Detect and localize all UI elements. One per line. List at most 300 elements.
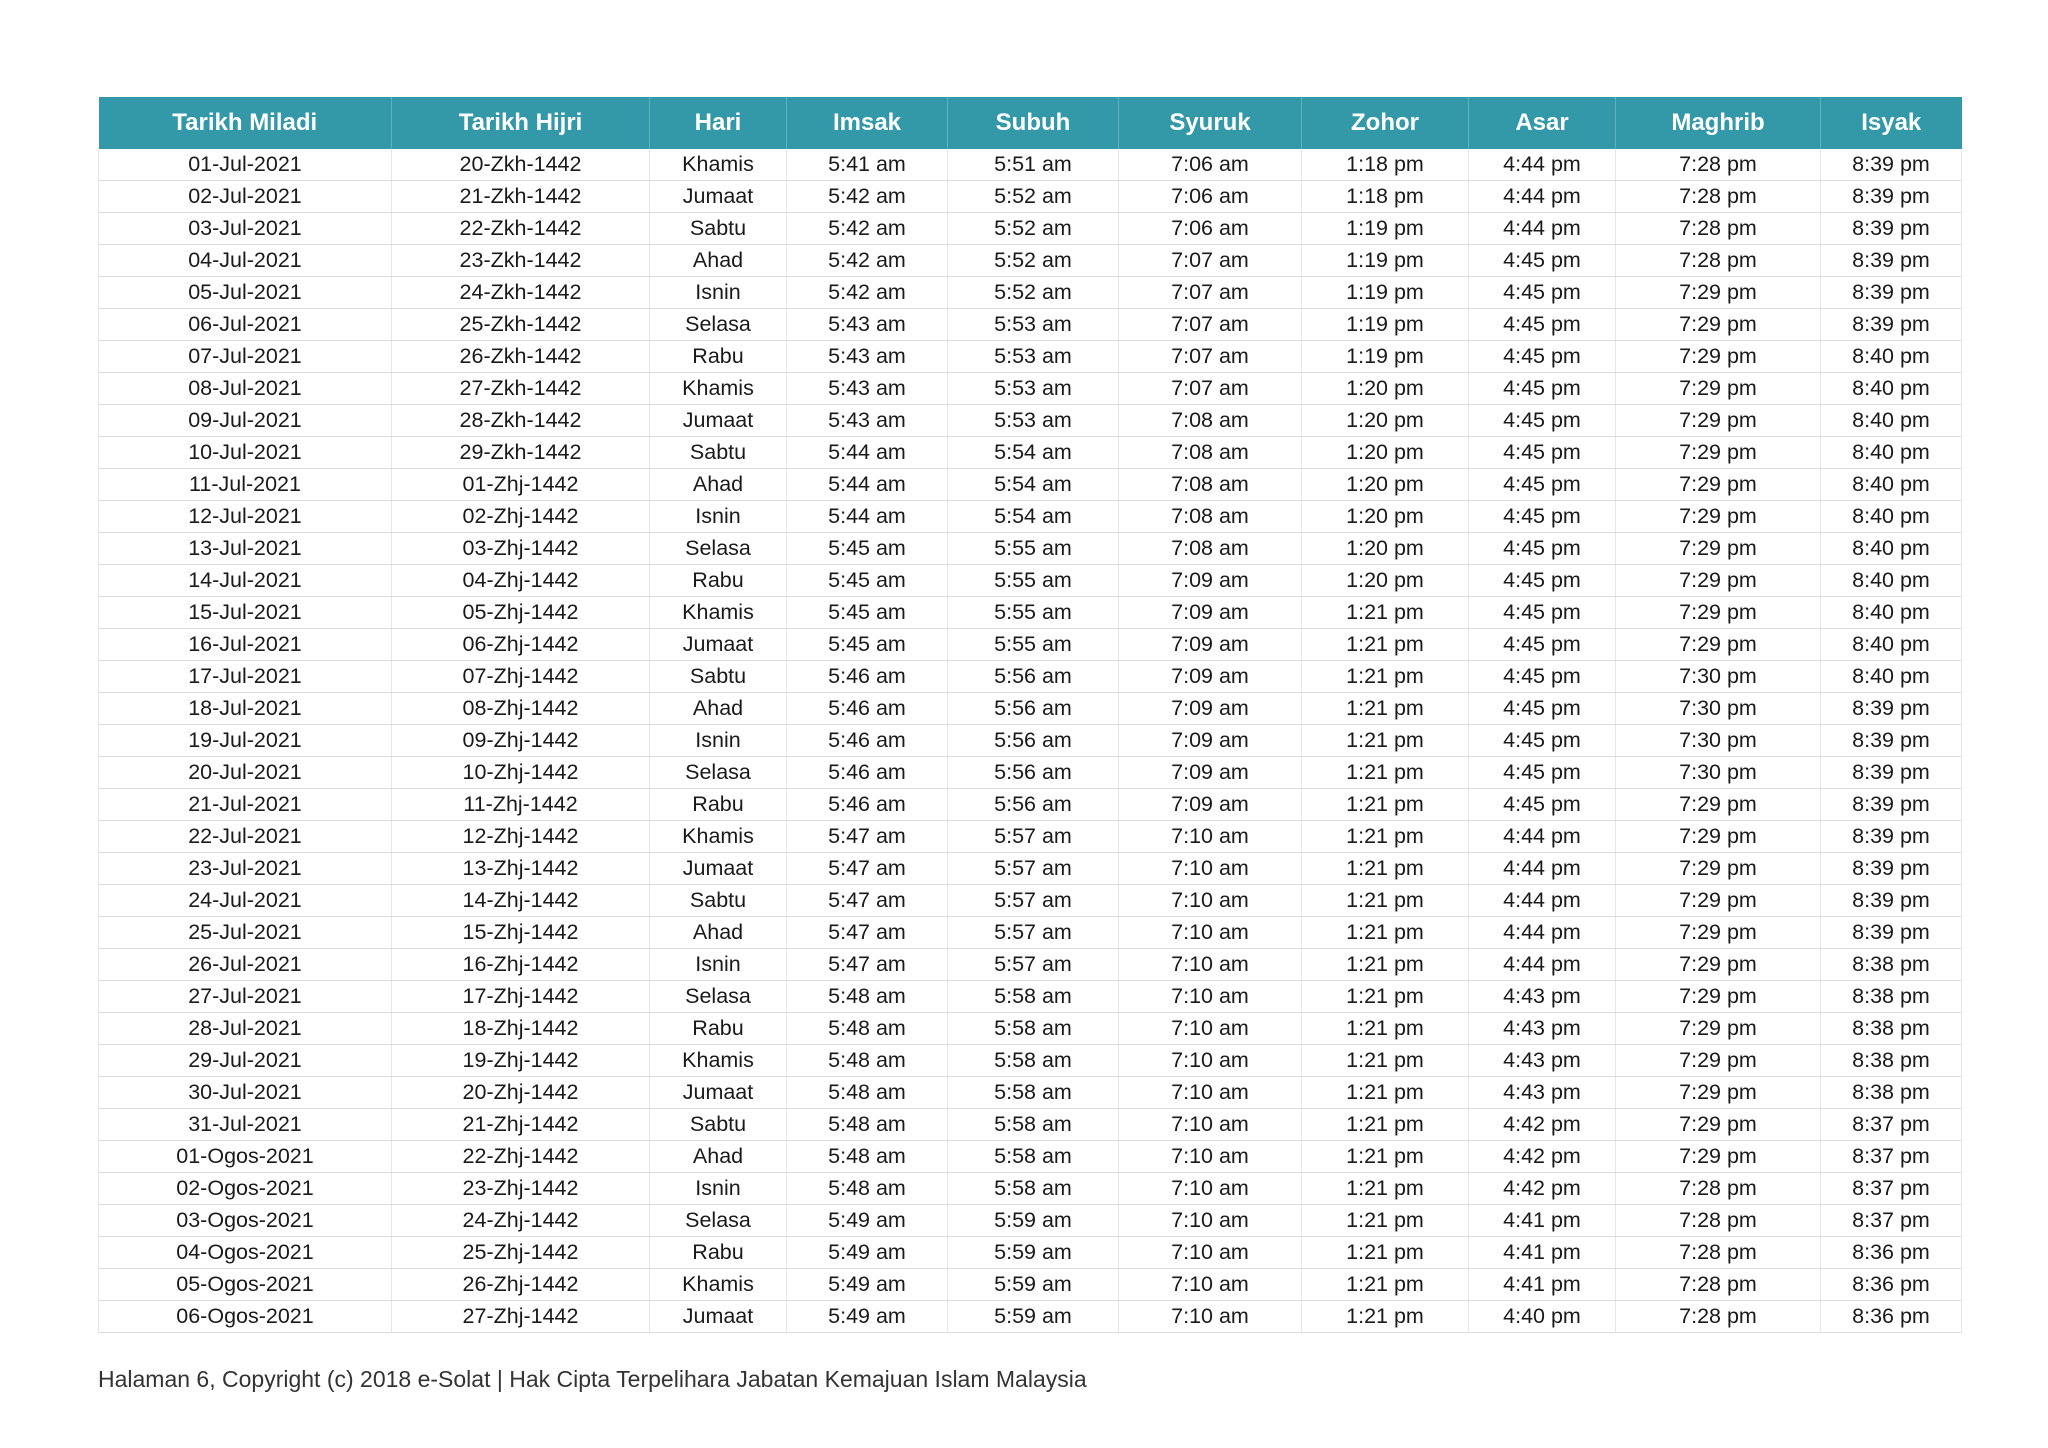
cell-tarikh-hijri: 20-Zhj-1442 <box>392 1077 650 1109</box>
cell-isyak: 8:39 pm <box>1821 245 1962 277</box>
cell-tarikh-miladi: 10-Jul-2021 <box>99 437 392 469</box>
cell-imsak: 5:48 am <box>787 1109 948 1141</box>
table-row <box>99 1237 1962 1269</box>
cell-imsak: 5:48 am <box>787 1173 948 1205</box>
cell-hari: Jumaat <box>650 181 787 213</box>
table-row <box>99 1141 1962 1173</box>
cell-maghrib: 7:29 pm <box>1616 1077 1821 1109</box>
cell-tarikh-hijri: 13-Zhj-1442 <box>392 853 650 885</box>
cell-tarikh-miladi: 18-Jul-2021 <box>99 693 392 725</box>
cell-maghrib: 7:28 pm <box>1616 1237 1821 1269</box>
cell-asar: 4:45 pm <box>1469 565 1616 597</box>
cell-maghrib: 7:29 pm <box>1616 437 1821 469</box>
cell-subuh: 5:53 am <box>948 405 1119 437</box>
cell-zohor: 1:21 pm <box>1302 789 1469 821</box>
cell-zohor: 1:18 pm <box>1302 181 1469 213</box>
cell-syuruk: 7:09 am <box>1119 629 1302 661</box>
cell-isyak: 8:39 pm <box>1821 277 1962 309</box>
cell-tarikh-miladi: 30-Jul-2021 <box>99 1077 392 1109</box>
table-row <box>99 1269 1962 1301</box>
cell-subuh: 5:53 am <box>948 309 1119 341</box>
table-row <box>99 437 1962 469</box>
cell-hari: Ahad <box>650 469 787 501</box>
cell-tarikh-hijri: 20-Zkh-1442 <box>392 149 650 181</box>
cell-zohor: 1:20 pm <box>1302 501 1469 533</box>
cell-tarikh-miladi: 24-Jul-2021 <box>99 885 392 917</box>
table-row <box>99 949 1962 981</box>
cell-imsak: 5:42 am <box>787 213 948 245</box>
cell-tarikh-miladi: 11-Jul-2021 <box>99 469 392 501</box>
cell-isyak: 8:40 pm <box>1821 565 1962 597</box>
cell-isyak: 8:38 pm <box>1821 949 1962 981</box>
cell-tarikh-hijri: 21-Zkh-1442 <box>392 181 650 213</box>
cell-maghrib: 7:29 pm <box>1616 373 1821 405</box>
cell-tarikh-miladi: 23-Jul-2021 <box>99 853 392 885</box>
cell-tarikh-miladi: 26-Jul-2021 <box>99 949 392 981</box>
cell-asar: 4:44 pm <box>1469 213 1616 245</box>
table-header <box>99 97 1962 149</box>
table-row <box>99 1077 1962 1109</box>
cell-imsak: 5:47 am <box>787 821 948 853</box>
table-row <box>99 501 1962 533</box>
cell-syuruk: 7:08 am <box>1119 405 1302 437</box>
cell-hari: Khamis <box>650 149 787 181</box>
cell-asar: 4:45 pm <box>1469 437 1616 469</box>
cell-asar: 4:45 pm <box>1469 309 1616 341</box>
cell-tarikh-hijri: 25-Zhj-1442 <box>392 1237 650 1269</box>
cell-isyak: 8:40 pm <box>1821 501 1962 533</box>
cell-tarikh-miladi: 20-Jul-2021 <box>99 757 392 789</box>
table-row <box>99 341 1962 373</box>
cell-zohor: 1:20 pm <box>1302 437 1469 469</box>
table-row <box>99 533 1962 565</box>
cell-maghrib: 7:28 pm <box>1616 1205 1821 1237</box>
cell-syuruk: 7:10 am <box>1119 1141 1302 1173</box>
cell-maghrib: 7:29 pm <box>1616 885 1821 917</box>
cell-subuh: 5:55 am <box>948 629 1119 661</box>
cell-isyak: 8:37 pm <box>1821 1109 1962 1141</box>
table-row <box>99 213 1962 245</box>
cell-zohor: 1:21 pm <box>1302 1045 1469 1077</box>
header-row <box>99 97 1962 149</box>
cell-tarikh-hijri: 27-Zkh-1442 <box>392 373 650 405</box>
cell-maghrib: 7:29 pm <box>1616 309 1821 341</box>
cell-hari: Jumaat <box>650 1301 787 1333</box>
cell-maghrib: 7:29 pm <box>1616 1045 1821 1077</box>
cell-asar: 4:45 pm <box>1469 725 1616 757</box>
cell-isyak: 8:37 pm <box>1821 1205 1962 1237</box>
cell-tarikh-hijri: 23-Zhj-1442 <box>392 1173 650 1205</box>
cell-subuh: 5:54 am <box>948 469 1119 501</box>
cell-zohor: 1:19 pm <box>1302 309 1469 341</box>
cell-syuruk: 7:09 am <box>1119 693 1302 725</box>
cell-zohor: 1:20 pm <box>1302 373 1469 405</box>
cell-isyak: 8:39 pm <box>1821 149 1962 181</box>
cell-zohor: 1:21 pm <box>1302 597 1469 629</box>
cell-isyak: 8:37 pm <box>1821 1173 1962 1205</box>
cell-isyak: 8:39 pm <box>1821 789 1962 821</box>
cell-syuruk: 7:07 am <box>1119 341 1302 373</box>
cell-asar: 4:44 pm <box>1469 181 1616 213</box>
cell-asar: 4:45 pm <box>1469 533 1616 565</box>
cell-hari: Isnin <box>650 277 787 309</box>
cell-hari: Jumaat <box>650 853 787 885</box>
cell-subuh: 5:58 am <box>948 1045 1119 1077</box>
cell-imsak: 5:48 am <box>787 1013 948 1045</box>
table-row <box>99 1045 1962 1077</box>
cell-subuh: 5:52 am <box>948 277 1119 309</box>
cell-tarikh-hijri: 29-Zkh-1442 <box>392 437 650 469</box>
cell-tarikh-miladi: 03-Ogos-2021 <box>99 1205 392 1237</box>
cell-isyak: 8:39 pm <box>1821 309 1962 341</box>
cell-subuh: 5:59 am <box>948 1205 1119 1237</box>
cell-subuh: 5:52 am <box>948 181 1119 213</box>
table-row <box>99 277 1962 309</box>
cell-imsak: 5:49 am <box>787 1301 948 1333</box>
cell-hari: Rabu <box>650 1013 787 1045</box>
cell-maghrib: 7:30 pm <box>1616 693 1821 725</box>
cell-imsak: 5:41 am <box>787 149 948 181</box>
cell-zohor: 1:21 pm <box>1302 885 1469 917</box>
cell-hari: Jumaat <box>650 1077 787 1109</box>
cell-asar: 4:43 pm <box>1469 981 1616 1013</box>
cell-zohor: 1:21 pm <box>1302 725 1469 757</box>
cell-tarikh-miladi: 01-Ogos-2021 <box>99 1141 392 1173</box>
cell-imsak: 5:42 am <box>787 181 948 213</box>
cell-asar: 4:43 pm <box>1469 1045 1616 1077</box>
cell-maghrib: 7:29 pm <box>1616 1141 1821 1173</box>
table-row <box>99 693 1962 725</box>
cell-subuh: 5:58 am <box>948 1141 1119 1173</box>
cell-subuh: 5:57 am <box>948 917 1119 949</box>
cell-syuruk: 7:09 am <box>1119 789 1302 821</box>
cell-maghrib: 7:29 pm <box>1616 341 1821 373</box>
cell-imsak: 5:48 am <box>787 1077 948 1109</box>
cell-isyak: 8:39 pm <box>1821 757 1962 789</box>
cell-tarikh-miladi: 01-Jul-2021 <box>99 149 392 181</box>
cell-asar: 4:45 pm <box>1469 405 1616 437</box>
cell-hari: Sabtu <box>650 437 787 469</box>
cell-tarikh-miladi: 27-Jul-2021 <box>99 981 392 1013</box>
cell-hari: Jumaat <box>650 629 787 661</box>
cell-tarikh-miladi: 15-Jul-2021 <box>99 597 392 629</box>
cell-syuruk: 7:10 am <box>1119 1269 1302 1301</box>
cell-hari: Khamis <box>650 597 787 629</box>
cell-syuruk: 7:10 am <box>1119 821 1302 853</box>
cell-imsak: 5:45 am <box>787 597 948 629</box>
cell-isyak: 8:40 pm <box>1821 533 1962 565</box>
cell-syuruk: 7:07 am <box>1119 277 1302 309</box>
cell-maghrib: 7:29 pm <box>1616 821 1821 853</box>
cell-imsak: 5:45 am <box>787 565 948 597</box>
cell-imsak: 5:47 am <box>787 917 948 949</box>
cell-asar: 4:45 pm <box>1469 373 1616 405</box>
cell-zohor: 1:20 pm <box>1302 565 1469 597</box>
column-header-zohor: Zohor <box>1302 97 1469 149</box>
cell-isyak: 8:36 pm <box>1821 1269 1962 1301</box>
cell-tarikh-hijri: 06-Zhj-1442 <box>392 629 650 661</box>
cell-maghrib: 7:28 pm <box>1616 1269 1821 1301</box>
cell-imsak: 5:44 am <box>787 437 948 469</box>
cell-isyak: 8:36 pm <box>1821 1237 1962 1269</box>
cell-zohor: 1:21 pm <box>1302 1301 1469 1333</box>
table-row <box>99 1109 1962 1141</box>
column-header-isyak: Isyak <box>1821 97 1962 149</box>
table-row <box>99 181 1962 213</box>
cell-zohor: 1:19 pm <box>1302 277 1469 309</box>
cell-subuh: 5:52 am <box>948 245 1119 277</box>
table-row <box>99 149 1962 181</box>
cell-hari: Ahad <box>650 1141 787 1173</box>
cell-zohor: 1:21 pm <box>1302 1173 1469 1205</box>
cell-zohor: 1:21 pm <box>1302 1013 1469 1045</box>
cell-tarikh-miladi: 06-Jul-2021 <box>99 309 392 341</box>
cell-maghrib: 7:29 pm <box>1616 789 1821 821</box>
cell-syuruk: 7:10 am <box>1119 1205 1302 1237</box>
cell-maghrib: 7:30 pm <box>1616 757 1821 789</box>
cell-tarikh-miladi: 07-Jul-2021 <box>99 341 392 373</box>
cell-asar: 4:45 pm <box>1469 277 1616 309</box>
cell-tarikh-hijri: 07-Zhj-1442 <box>392 661 650 693</box>
cell-isyak: 8:38 pm <box>1821 1045 1962 1077</box>
table-row <box>99 469 1962 501</box>
cell-isyak: 8:38 pm <box>1821 1013 1962 1045</box>
cell-asar: 4:43 pm <box>1469 1013 1616 1045</box>
cell-asar: 4:45 pm <box>1469 501 1616 533</box>
cell-hari: Sabtu <box>650 1109 787 1141</box>
table-body <box>99 149 1962 1333</box>
cell-tarikh-hijri: 15-Zhj-1442 <box>392 917 650 949</box>
cell-syuruk: 7:07 am <box>1119 309 1302 341</box>
cell-subuh: 5:54 am <box>948 501 1119 533</box>
cell-hari: Jumaat <box>650 405 787 437</box>
cell-hari: Ahad <box>650 245 787 277</box>
cell-maghrib: 7:28 pm <box>1616 213 1821 245</box>
cell-subuh: 5:55 am <box>948 565 1119 597</box>
cell-maghrib: 7:28 pm <box>1616 1301 1821 1333</box>
cell-hari: Selasa <box>650 1205 787 1237</box>
table-row <box>99 1173 1962 1205</box>
cell-zohor: 1:20 pm <box>1302 405 1469 437</box>
cell-subuh: 5:59 am <box>948 1237 1119 1269</box>
cell-tarikh-miladi: 09-Jul-2021 <box>99 405 392 437</box>
cell-isyak: 8:40 pm <box>1821 405 1962 437</box>
table-row <box>99 309 1962 341</box>
cell-tarikh-hijri: 05-Zhj-1442 <box>392 597 650 629</box>
cell-tarikh-miladi: 14-Jul-2021 <box>99 565 392 597</box>
cell-tarikh-hijri: 22-Zhj-1442 <box>392 1141 650 1173</box>
cell-hari: Isnin <box>650 1173 787 1205</box>
cell-tarikh-miladi: 04-Jul-2021 <box>99 245 392 277</box>
cell-isyak: 8:39 pm <box>1821 917 1962 949</box>
page-footer: Halaman 6, Copyright (c) 2018 e-Solat | Hak Cipta Terpelihara Jabatan Kemajuan Islam Malaysia <box>98 1366 1087 1392</box>
cell-zohor: 1:20 pm <box>1302 469 1469 501</box>
cell-zohor: 1:19 pm <box>1302 245 1469 277</box>
cell-syuruk: 7:10 am <box>1119 1109 1302 1141</box>
cell-tarikh-hijri: 01-Zhj-1442 <box>392 469 650 501</box>
cell-tarikh-hijri: 11-Zhj-1442 <box>392 789 650 821</box>
cell-asar: 4:44 pm <box>1469 853 1616 885</box>
table-row <box>99 565 1962 597</box>
cell-tarikh-hijri: 16-Zhj-1442 <box>392 949 650 981</box>
cell-hari: Selasa <box>650 981 787 1013</box>
cell-asar: 4:40 pm <box>1469 1301 1616 1333</box>
cell-asar: 4:42 pm <box>1469 1173 1616 1205</box>
cell-asar: 4:41 pm <box>1469 1237 1616 1269</box>
cell-asar: 4:45 pm <box>1469 341 1616 373</box>
cell-zohor: 1:21 pm <box>1302 693 1469 725</box>
table-row <box>99 853 1962 885</box>
table-row <box>99 597 1962 629</box>
table-row <box>99 981 1962 1013</box>
cell-hari: Isnin <box>650 725 787 757</box>
cell-asar: 4:44 pm <box>1469 149 1616 181</box>
cell-syuruk: 7:08 am <box>1119 533 1302 565</box>
cell-maghrib: 7:29 pm <box>1616 501 1821 533</box>
cell-syuruk: 7:08 am <box>1119 469 1302 501</box>
cell-maghrib: 7:28 pm <box>1616 1173 1821 1205</box>
cell-imsak: 5:47 am <box>787 885 948 917</box>
cell-asar: 4:45 pm <box>1469 629 1616 661</box>
table-row <box>99 885 1962 917</box>
cell-zohor: 1:21 pm <box>1302 853 1469 885</box>
cell-imsak: 5:47 am <box>787 853 948 885</box>
cell-zohor: 1:21 pm <box>1302 757 1469 789</box>
cell-tarikh-hijri: 12-Zhj-1442 <box>392 821 650 853</box>
cell-syuruk: 7:06 am <box>1119 181 1302 213</box>
cell-asar: 4:42 pm <box>1469 1109 1616 1141</box>
cell-zohor: 1:21 pm <box>1302 1077 1469 1109</box>
cell-tarikh-miladi: 19-Jul-2021 <box>99 725 392 757</box>
cell-isyak: 8:40 pm <box>1821 437 1962 469</box>
cell-syuruk: 7:10 am <box>1119 1045 1302 1077</box>
cell-tarikh-hijri: 19-Zhj-1442 <box>392 1045 650 1077</box>
cell-syuruk: 7:07 am <box>1119 245 1302 277</box>
cell-imsak: 5:49 am <box>787 1269 948 1301</box>
cell-hari: Isnin <box>650 501 787 533</box>
cell-syuruk: 7:08 am <box>1119 437 1302 469</box>
cell-tarikh-miladi: 25-Jul-2021 <box>99 917 392 949</box>
cell-subuh: 5:56 am <box>948 661 1119 693</box>
cell-subuh: 5:58 am <box>948 1013 1119 1045</box>
cell-hari: Isnin <box>650 949 787 981</box>
cell-tarikh-hijri: 03-Zhj-1442 <box>392 533 650 565</box>
cell-subuh: 5:58 am <box>948 1173 1119 1205</box>
cell-syuruk: 7:10 am <box>1119 1173 1302 1205</box>
cell-maghrib: 7:29 pm <box>1616 597 1821 629</box>
cell-hari: Khamis <box>650 821 787 853</box>
column-header-asar: Asar <box>1469 97 1616 149</box>
cell-maghrib: 7:29 pm <box>1616 565 1821 597</box>
cell-tarikh-miladi: 16-Jul-2021 <box>99 629 392 661</box>
cell-maghrib: 7:28 pm <box>1616 181 1821 213</box>
cell-subuh: 5:59 am <box>948 1301 1119 1333</box>
cell-syuruk: 7:07 am <box>1119 373 1302 405</box>
cell-imsak: 5:48 am <box>787 1141 948 1173</box>
cell-hari: Selasa <box>650 533 787 565</box>
cell-imsak: 5:46 am <box>787 757 948 789</box>
cell-tarikh-miladi: 12-Jul-2021 <box>99 501 392 533</box>
cell-tarikh-hijri: 23-Zkh-1442 <box>392 245 650 277</box>
cell-zohor: 1:21 pm <box>1302 1205 1469 1237</box>
cell-zohor: 1:21 pm <box>1302 1269 1469 1301</box>
cell-isyak: 8:39 pm <box>1821 821 1962 853</box>
cell-isyak: 8:40 pm <box>1821 373 1962 405</box>
cell-subuh: 5:55 am <box>948 597 1119 629</box>
cell-isyak: 8:38 pm <box>1821 1077 1962 1109</box>
cell-zohor: 1:21 pm <box>1302 949 1469 981</box>
cell-isyak: 8:40 pm <box>1821 469 1962 501</box>
cell-maghrib: 7:29 pm <box>1616 917 1821 949</box>
cell-zohor: 1:21 pm <box>1302 821 1469 853</box>
cell-subuh: 5:57 am <box>948 885 1119 917</box>
table-row <box>99 373 1962 405</box>
cell-isyak: 8:39 pm <box>1821 853 1962 885</box>
cell-isyak: 8:38 pm <box>1821 981 1962 1013</box>
cell-tarikh-miladi: 05-Ogos-2021 <box>99 1269 392 1301</box>
cell-isyak: 8:40 pm <box>1821 629 1962 661</box>
cell-maghrib: 7:29 pm <box>1616 533 1821 565</box>
cell-subuh: 5:57 am <box>948 949 1119 981</box>
cell-asar: 4:45 pm <box>1469 245 1616 277</box>
cell-tarikh-hijri: 21-Zhj-1442 <box>392 1109 650 1141</box>
cell-hari: Selasa <box>650 757 787 789</box>
cell-asar: 4:44 pm <box>1469 821 1616 853</box>
cell-syuruk: 7:09 am <box>1119 661 1302 693</box>
cell-tarikh-miladi: 08-Jul-2021 <box>99 373 392 405</box>
cell-hari: Selasa <box>650 309 787 341</box>
cell-maghrib: 7:30 pm <box>1616 661 1821 693</box>
cell-asar: 4:45 pm <box>1469 757 1616 789</box>
cell-asar: 4:45 pm <box>1469 597 1616 629</box>
cell-tarikh-hijri: 24-Zhj-1442 <box>392 1205 650 1237</box>
cell-isyak: 8:39 pm <box>1821 181 1962 213</box>
table-row <box>99 1301 1962 1333</box>
table-row <box>99 405 1962 437</box>
table-row <box>99 629 1962 661</box>
cell-imsak: 5:43 am <box>787 373 948 405</box>
cell-imsak: 5:42 am <box>787 245 948 277</box>
cell-maghrib: 7:28 pm <box>1616 149 1821 181</box>
cell-tarikh-hijri: 28-Zkh-1442 <box>392 405 650 437</box>
cell-imsak: 5:48 am <box>787 981 948 1013</box>
cell-tarikh-miladi: 04-Ogos-2021 <box>99 1237 392 1269</box>
cell-tarikh-hijri: 17-Zhj-1442 <box>392 981 650 1013</box>
cell-subuh: 5:54 am <box>948 437 1119 469</box>
cell-imsak: 5:49 am <box>787 1237 948 1269</box>
cell-tarikh-hijri: 09-Zhj-1442 <box>392 725 650 757</box>
cell-tarikh-hijri: 24-Zkh-1442 <box>392 277 650 309</box>
cell-tarikh-hijri: 26-Zhj-1442 <box>392 1269 650 1301</box>
cell-tarikh-miladi: 02-Ogos-2021 <box>99 1173 392 1205</box>
cell-tarikh-hijri: 14-Zhj-1442 <box>392 885 650 917</box>
cell-maghrib: 7:29 pm <box>1616 981 1821 1013</box>
cell-hari: Khamis <box>650 373 787 405</box>
cell-tarikh-hijri: 10-Zhj-1442 <box>392 757 650 789</box>
cell-isyak: 8:39 pm <box>1821 693 1962 725</box>
cell-tarikh-miladi: 06-Ogos-2021 <box>99 1301 392 1333</box>
cell-hari: Khamis <box>650 1045 787 1077</box>
cell-syuruk: 7:10 am <box>1119 949 1302 981</box>
column-header-syuruk: Syuruk <box>1119 97 1302 149</box>
cell-tarikh-hijri: 02-Zhj-1442 <box>392 501 650 533</box>
cell-imsak: 5:43 am <box>787 341 948 373</box>
cell-zohor: 1:18 pm <box>1302 149 1469 181</box>
cell-syuruk: 7:06 am <box>1119 213 1302 245</box>
cell-hari: Sabtu <box>650 885 787 917</box>
cell-imsak: 5:46 am <box>787 789 948 821</box>
cell-imsak: 5:46 am <box>787 661 948 693</box>
